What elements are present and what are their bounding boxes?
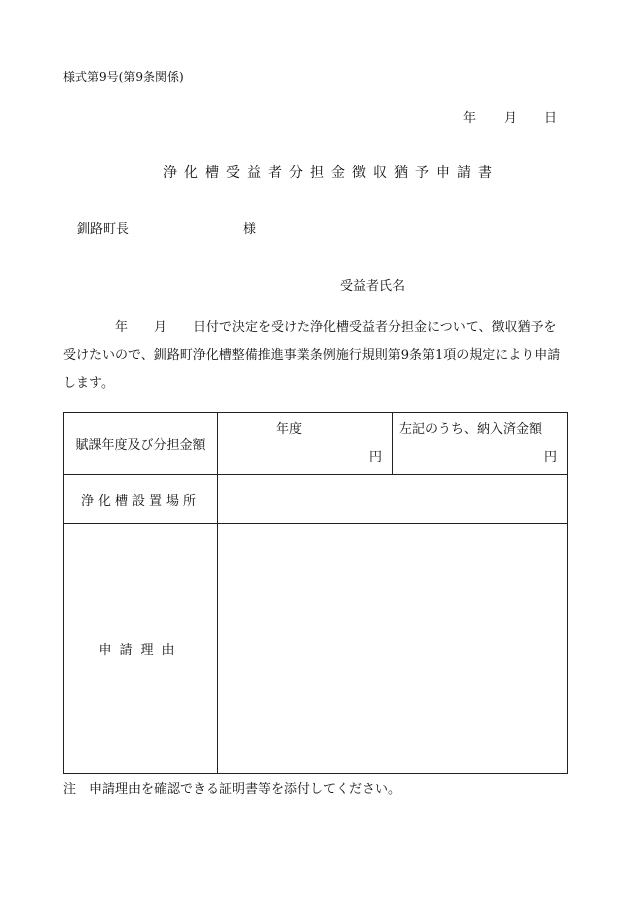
date-month-label: 月 — [504, 111, 518, 126]
fiscal-year-yen-unit: 円 — [368, 450, 382, 465]
table-row-reason — [64, 524, 568, 774]
application-form-table — [63, 412, 568, 774]
table-row-location — [64, 475, 568, 524]
reason-label-cell — [64, 524, 218, 774]
footnote: 注 申請理由を確認できる証明書等を添付してください。 — [63, 782, 402, 797]
addressee-name: 釧路町長 — [77, 222, 130, 237]
date-day-label: 日 — [544, 111, 558, 126]
fiscal-year-label: 年度 — [276, 422, 303, 437]
fiscal-year-amount-cell[interactable] — [218, 413, 393, 475]
reason-input-cell[interactable] — [218, 524, 568, 774]
body-line-3: します。 — [63, 376, 114, 391]
document-title: 浄化槽受益者分担金徴収猶予申請書 — [163, 165, 499, 181]
form-number: 様式第9号(第9条関係) — [63, 70, 184, 84]
location-input-cell[interactable] — [218, 475, 568, 524]
date-year-label: 年 — [463, 111, 477, 126]
table-row-assessment — [64, 413, 568, 475]
addressee-honorific: 様 — [243, 222, 257, 237]
body-line-1: 年 月 日付で決定を受けた浄化槽受益者分担金について、徴収猶予を — [63, 320, 557, 335]
body-line-2: 受けたいので、釧路町浄化槽整備推進事業条例施行規則第9条第1項の規定により申請 — [63, 348, 561, 363]
paid-amount-label: 左記のうち、納入済金額 — [399, 422, 543, 437]
paid-amount-yen-unit: 円 — [543, 450, 557, 465]
paid-amount-cell[interactable] — [393, 413, 568, 475]
location-label: 浄化槽設置場所 — [80, 493, 200, 509]
assessment-label: 賦課年度及び分担金額 — [75, 438, 206, 453]
assessment-label-cell — [64, 413, 218, 475]
location-label-cell — [64, 475, 218, 524]
reason-label: 申請理由 — [98, 643, 183, 658]
applicant-name-label: 受益者氏名 — [340, 279, 406, 294]
